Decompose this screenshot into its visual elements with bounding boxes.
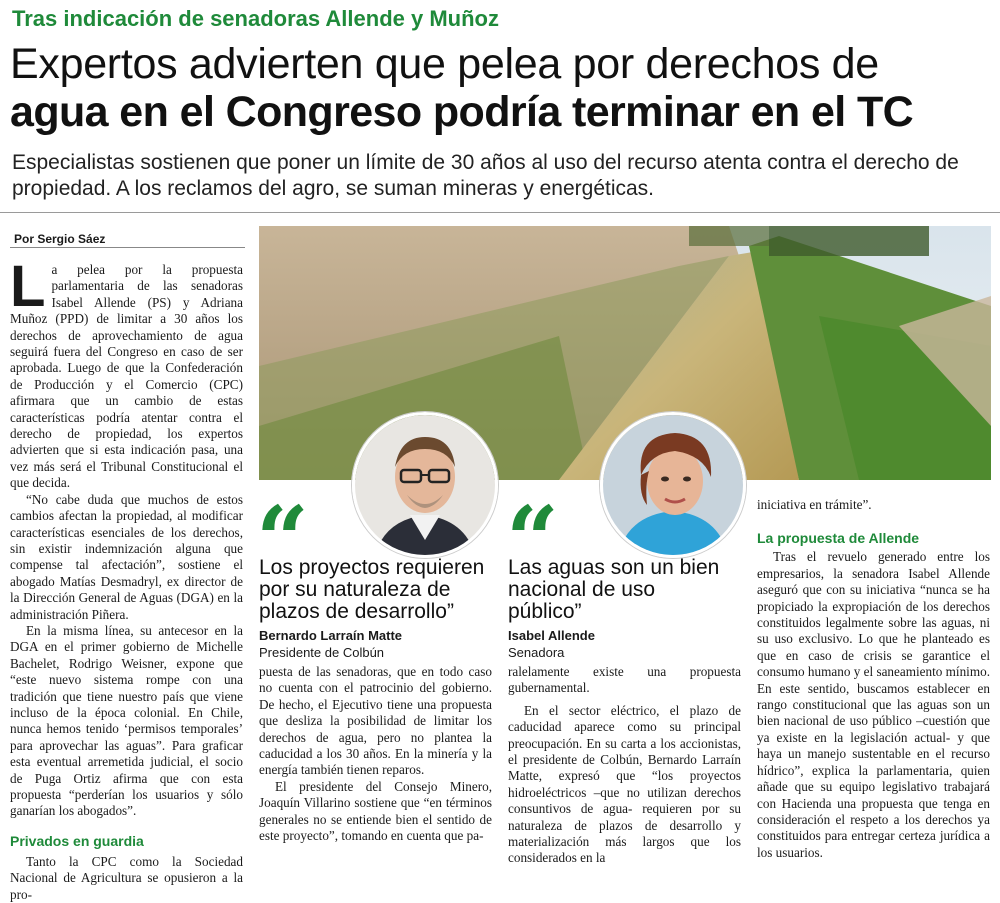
- quote-author-role: Presidente de Colbún: [259, 645, 385, 660]
- paragraph: puesta de las senadoras, que en todo caso no cuenta con el patrocinio del gobierno. De hecho, el Ejecutivo tiene una propuesta que desliza la posibilidad de limitar los derechos de agua, pero no plantea la caducidad a los 30 años. En la minería y la energía también tienen reparos.: [259, 664, 492, 778]
- paragraph: “No cabe duda que muchos de estos cambios afectan la propiedad, al modificar características esenciales de los derechos, sin existir indemnización alguna que compense tal afectación”, sostiene el abogado Matías Desmadryl, ex director de la Dirección General de Aguas (DGA) en la administración Piñera.: [10, 491, 243, 622]
- byline-divider: [10, 247, 245, 248]
- headline-line-1: Expertos advierten que pelea por derechos de: [10, 40, 879, 88]
- portrait-illustration: [603, 415, 743, 555]
- paragraph: En la misma línea, su antecesor en la DGA en el primer gobierno de Michelle Bachelet, Rodrigo Weisner, expone que “este nuevo sistema rompe con una tradición que tiene nuestro país que viene incluso de la época colonial. En Chile, nunca hemos tenido ‘permisos temporales’ para aprovechar las aguas”. Para graficar esta eventual arremetida judicial, el socio de Puga Ortiz afirma que con esta propuesta “perderían los usuarios y sólo ganarían los abogados”.: [10, 622, 243, 819]
- column-2: [259, 664, 492, 844]
- paragraph: El presidente del Consejo Minero, Joaquín Villarino sostiene que “en términos generales no se entiende bien el sentido de este proyecto”, tomando en cuenta que pa-: [259, 778, 492, 844]
- quote-author: Isabel Allende: [508, 628, 595, 643]
- headline-line-2: agua en el Congreso podría terminar en el TC: [10, 88, 914, 136]
- pull-quote: Los proyectos requieren por su naturaleza de plazos de desarrollo”: [259, 556, 485, 623]
- paragraph: iniciativa en trámite”.: [757, 497, 872, 512]
- paragraph: Tras el revuelo generado entre los empresarios, la senadora Isabel Allende aseguró que con su iniciativa “nunca se ha propiciado la expropiación de los derechos constituidos legalmente sobre las aguas, ni su uso exclusivo. Lo que he planteado es que en caso de crisis se garantice el consumo humano y el saneamiento mínimo. En este sentido, buscamos establecer en rango constitucional que las aguas son un bien nacional de uso público –cuestión que ya existe en la legislación actual- y que haya un manejo sustentable en el recurso hídrico”, explica la parlamentaria, quien añade que su equipo legislativo trabajará con Hacienda una propuesta que tenga en consideración el respeto a los derechos ya constituidos para entregar certeza jurídica a los usuarios.: [757, 549, 990, 860]
- paragraph: a pelea por la propuesta parlamentaria de las senadoras Isabel Allende (PS) y Adriana Muñoz (PPD) de limitar a 30 años los derechos de aprovechamiento de agua seguirá fuera del Congreso en caso de ser aprobada. Luego de que la Confederación de Producción y el Comercio (CPC) afirmara que un cambio de estas características podría atentar contra el derecho de propiedad, los expertos advierten que si esta indicación pasa, una vez más será el Tribunal Constitucional el que decida.: [10, 262, 243, 491]
- deck: Especialistas sostienen que poner un límite de 30 años al uso del recurso atenta contra el derecho de propiedad. A los reclamos del agro, se suman mineras y energéticas.: [12, 151, 959, 200]
- quote-author: Bernardo Larraín Matte: [259, 628, 403, 643]
- paragraph: Tanto la CPC como la Sociedad Nacional de Agricultura se opusieron a la pro-: [10, 853, 243, 902]
- portrait-bernardo-larrain: [352, 412, 498, 558]
- drop-cap: L: [10, 254, 46, 319]
- quote-author-role: Senadora: [508, 645, 565, 660]
- column-1: [10, 254, 243, 903]
- portrait-isabel-allende: [600, 412, 746, 558]
- paragraph: ralelamente existe una propuesta gubernamental.: [508, 664, 741, 696]
- subhead-privados: Privados en guardia: [10, 832, 144, 849]
- subhead-allende: La propuesta de Allende: [757, 530, 920, 547]
- quote-mark-icon: “: [256, 486, 309, 594]
- pull-quote: Las aguas son un bien nacional de uso público”: [508, 556, 720, 623]
- column-3: [508, 664, 741, 867]
- kicker: Tras indicación de senadoras Allende y Muñoz: [12, 6, 499, 31]
- quote-mark-icon: “: [506, 486, 559, 594]
- column-4: [757, 497, 990, 861]
- byline: Por Sergio Sáez: [14, 232, 106, 246]
- paragraph: En el sector eléctrico, el plazo de caducidad aparece como su principal preocupación. En su carta a los accionistas, el presidente de Colbún, Bernardo Larraín Matte, expresó que “los proyectos hidroeléctricos –que no utilizan derechos consuntivos de agua- requieren por su naturaleza de plazos de desarrollo y materialización más largos que los considerados en la: [508, 702, 741, 866]
- portrait-illustration: [355, 415, 495, 555]
- divider: [0, 212, 1000, 213]
